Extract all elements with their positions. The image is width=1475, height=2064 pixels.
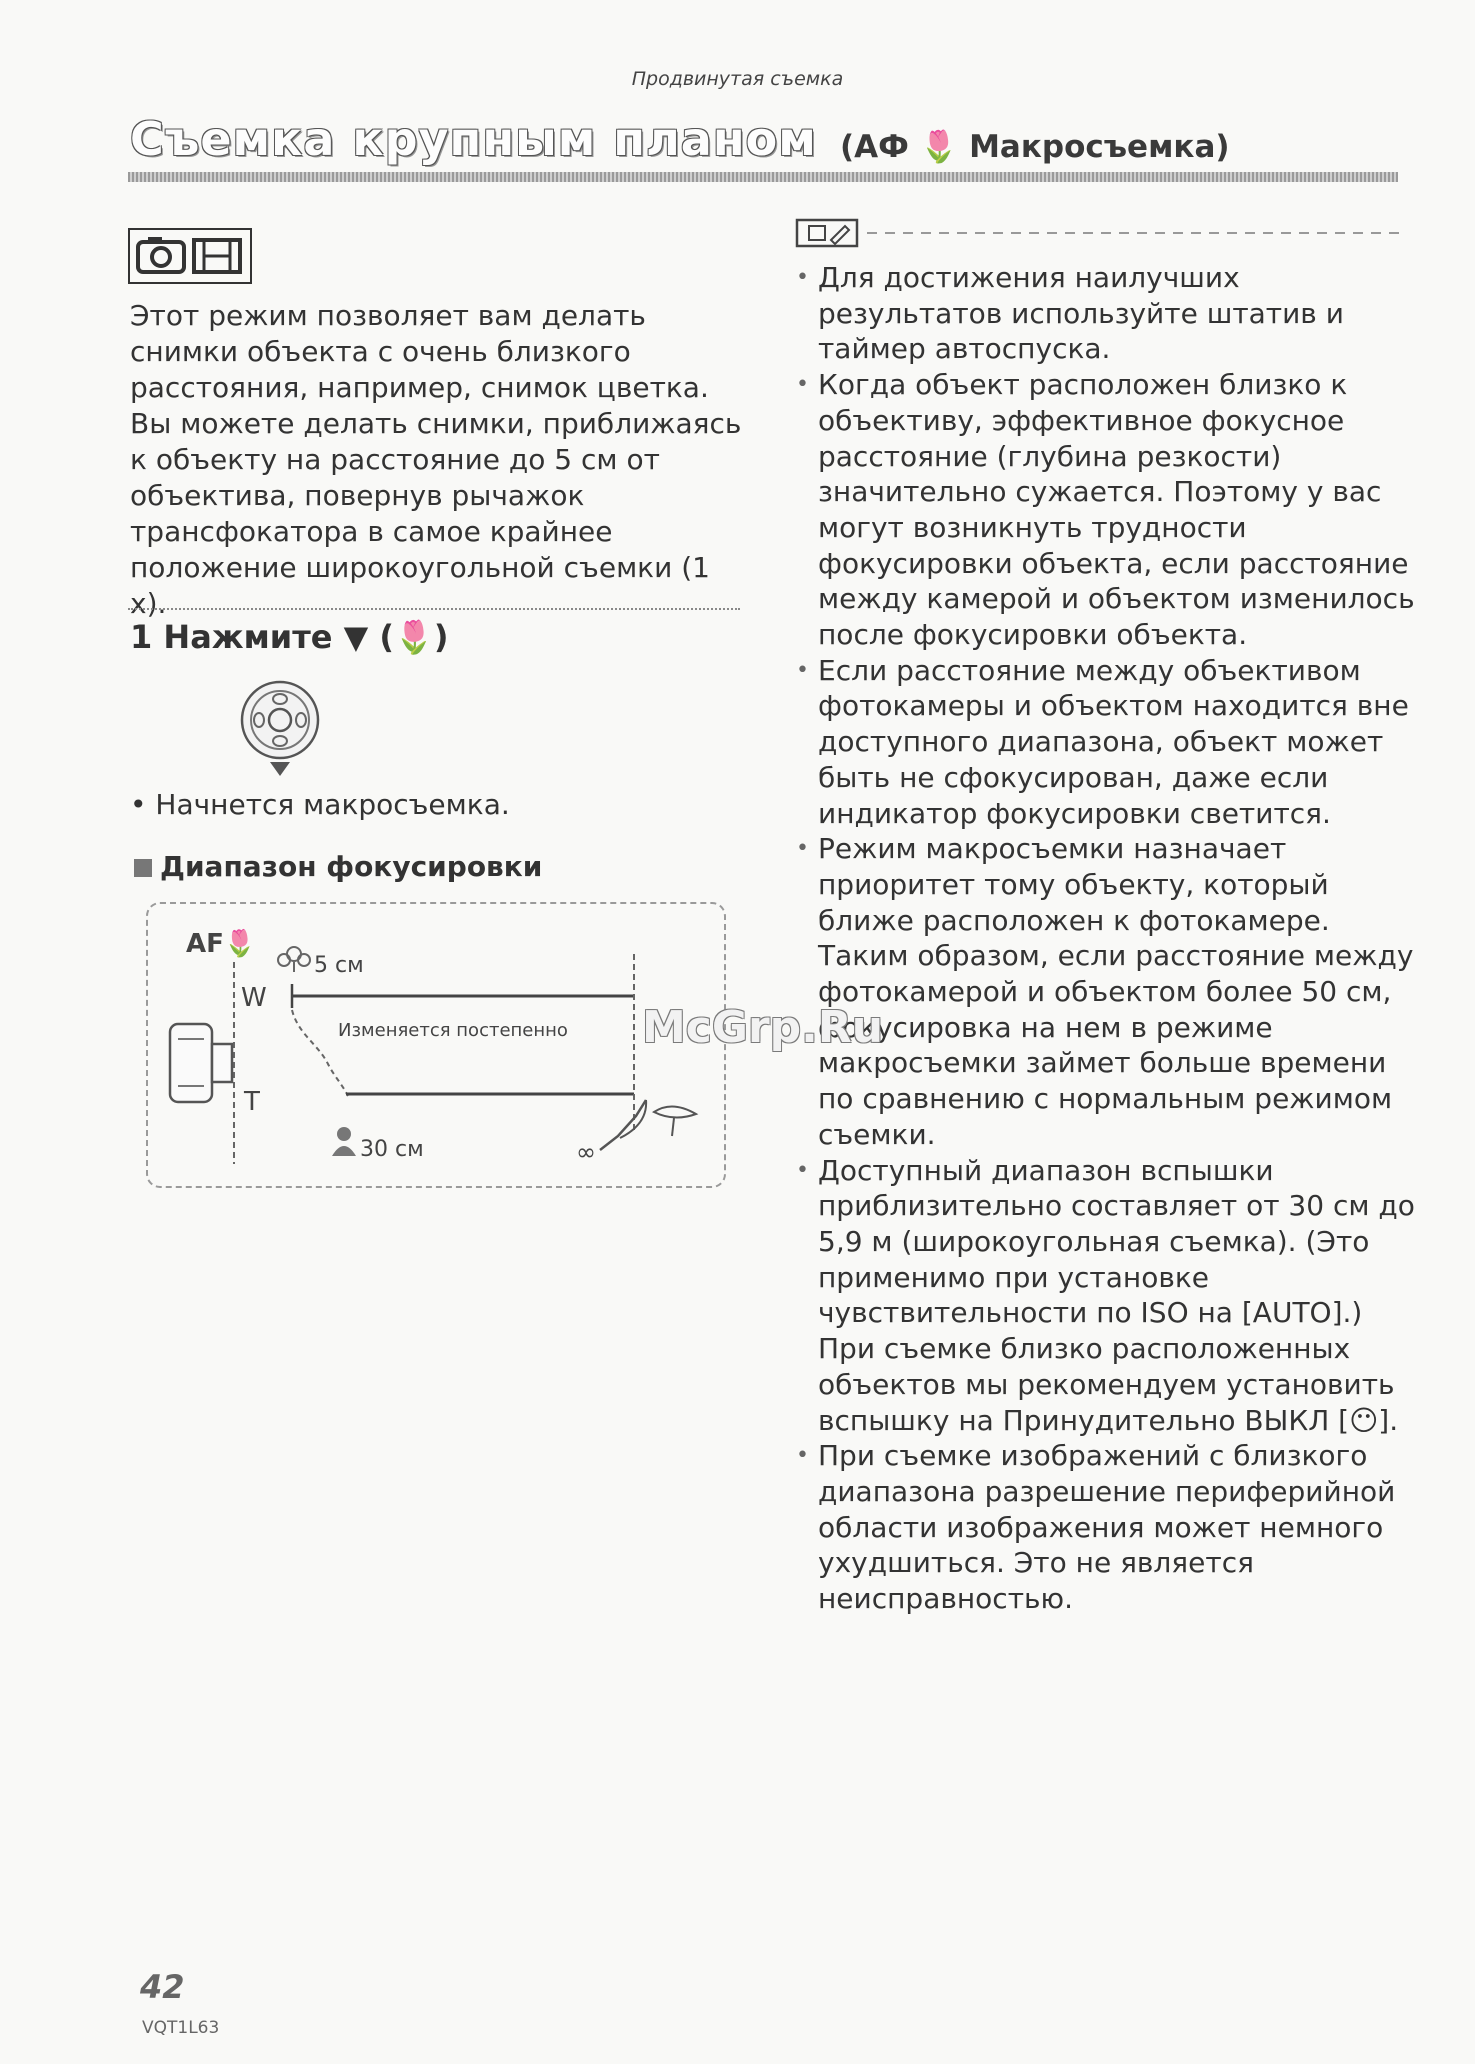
page-subtitle: (АФ 🌷 Макросъемка) — [840, 129, 1230, 165]
person-icon — [332, 1127, 356, 1156]
tip-item: • Доступный диапазон вспышки приблизительно составляет от 30 см до 5,9 м (широкоугольная съемка). (Это применимо при установке чувствительности по ISO на [AUTO].) При съемке близко расположенных объектов мы рекомендуем установить вспышку на Принудительно ВЫКЛ [😶]. — [796, 1153, 1416, 1439]
tele-label: T — [244, 1087, 260, 1117]
landscape-icon — [600, 1100, 696, 1150]
model-code: VQT1L63 — [142, 2018, 220, 2038]
dpad-down-icon — [240, 680, 320, 784]
notes-icon — [797, 220, 857, 246]
flower-icon — [278, 947, 310, 972]
focus-range-heading-text: Диапазон фокусировки — [160, 850, 543, 883]
step-number: 1 — [130, 618, 153, 656]
tele-distance-label: 30 см — [360, 1137, 424, 1162]
square-bullet-icon — [134, 859, 152, 877]
tip-item: • Если расстояние между объективом фотокамеры и объектом находится вне доступного диапазона, объект может быть не сфокусирован, даже если индикатор фокусировки светится. — [796, 653, 1416, 832]
step-result: • Начнется макросъемка. — [130, 788, 510, 821]
step-result-text: Начнется макросъемка. — [155, 788, 510, 821]
camera-side-icon — [170, 1024, 232, 1102]
intro-paragraph: Этот режим позволяет вам делать снимки объекта с очень близкого расстояния, например, снимок цветка. Вы можете делать снимки, приближаясь к объекту на расстояние до 5 см от объектива, повернув рычажок трансфокатора в самое крайнее положение широкоугольной съемки (1 x). — [130, 299, 742, 620]
wide-label: W — [241, 983, 267, 1013]
near-distance-label: 5 см — [314, 953, 364, 978]
page-number: 42 — [140, 1968, 185, 2006]
infinity-label: ∞ — [576, 1138, 596, 1166]
af-macro-label: AF🌷 — [186, 929, 257, 959]
tips-header — [795, 218, 1405, 248]
tip-item: • Режим макросъемки назначает приоритет тому объекту, который ближе расположен к фотокамере. Таким образом, если расстояние между фотокамерой и объектом более 50 см, фокусировка на нем в режиме макросъемки займет больше времени по сравнению с нормальным режимом съемки. — [796, 831, 1416, 1152]
camera-icon — [138, 237, 184, 272]
step-symbol: ▼ (🌷) — [343, 618, 449, 656]
intro-text — [130, 298, 750, 622]
step-divider — [128, 608, 740, 610]
change-gradually-label: Изменяется постепенно — [338, 1020, 568, 1041]
focus-range-heading — [134, 850, 542, 883]
mode-icon-box — [128, 228, 252, 284]
tip-item: • При съемке изображений с близкого диапазона разрешение периферийной области изображения может немного ухудшиться. Это не является неисправностью. — [796, 1438, 1416, 1617]
step-label: Нажмите — [163, 618, 333, 656]
title-rule — [128, 172, 1398, 182]
section-label: Продвинутая съемка — [631, 68, 844, 90]
watermark: McGrp.Ru — [642, 1002, 884, 1053]
step-heading — [130, 618, 448, 656]
tip-item: • Когда объект расположен близко к объективу, эффективное фокусное расстояние (глубина резкости) значительно сужается. Поэтому у вас могут возникнуть трудности фокусировки объекта, если расстояние между камерой и объектом изменилось после фокусировки объекта. — [796, 367, 1416, 653]
film-icon — [194, 240, 240, 272]
page-title: Съемка крупным планом — [130, 112, 817, 166]
tips-list — [796, 260, 1416, 1617]
tip-item: • Для достижения наилучших результатов используйте штатив и таймер автоспуска. — [796, 260, 1416, 367]
focus-range-diagram — [146, 902, 726, 1188]
